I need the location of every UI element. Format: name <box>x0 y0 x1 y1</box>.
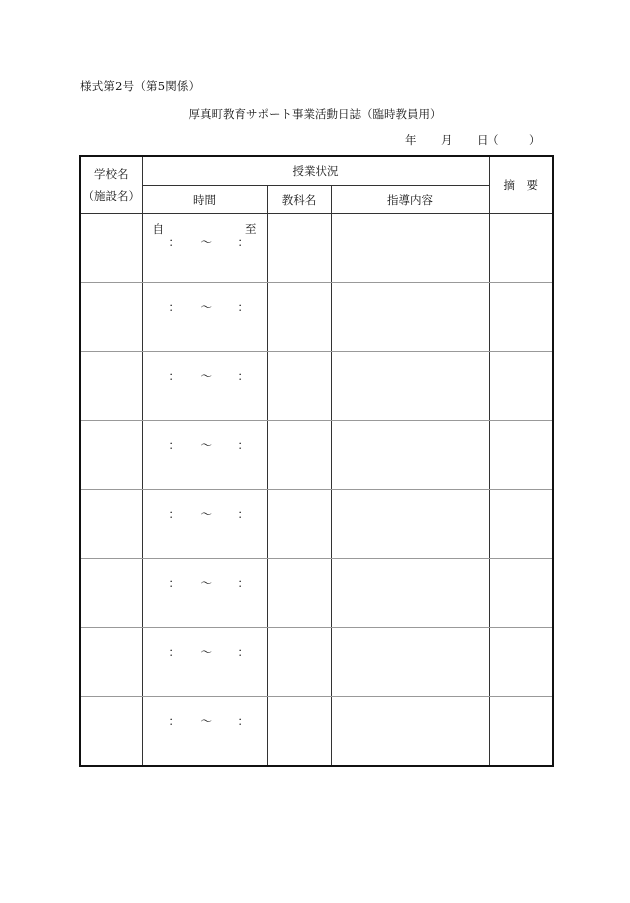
header-guidance-content: 指導内容 <box>331 186 489 214</box>
school-name-cell[interactable] <box>80 559 142 628</box>
time-start-colon: ： <box>168 714 180 728</box>
time-cell[interactable] <box>142 490 267 559</box>
header-subject: 教科名 <box>267 186 331 214</box>
time-range-tilde: ～ <box>200 369 212 383</box>
table-row <box>80 697 553 767</box>
form-title: 厚真町教育サポート事業活動日誌（臨時教員用） <box>188 107 442 121</box>
time-cell[interactable] <box>142 214 267 283</box>
date-year-label: 年 <box>405 133 417 147</box>
guidance-content-cell[interactable] <box>331 559 489 628</box>
time-start-colon: ： <box>168 507 180 521</box>
time-from-label: 自 <box>152 222 164 236</box>
time-end-colon: ： <box>237 507 249 521</box>
guidance-content-cell[interactable] <box>331 697 489 767</box>
remarks-cell[interactable] <box>489 490 553 559</box>
date-weekday-close-paren: ） <box>529 133 541 147</box>
date-day-label: 日 <box>477 133 489 147</box>
remarks-cell[interactable] <box>489 214 553 283</box>
time-cell[interactable] <box>142 697 267 767</box>
table-row <box>80 559 553 628</box>
header-remarks: 摘 要 <box>489 156 553 214</box>
remarks-cell[interactable] <box>489 697 553 767</box>
guidance-content-cell[interactable] <box>331 283 489 352</box>
remarks-cell[interactable] <box>489 283 553 352</box>
time-range-tilde: ～ <box>200 300 212 314</box>
time-end-colon: ： <box>237 645 249 659</box>
time-cell[interactable] <box>142 628 267 697</box>
header-facility-label: （施設名） <box>82 189 140 203</box>
time-start-colon: ： <box>168 369 180 383</box>
table-row <box>80 283 553 352</box>
subject-cell[interactable] <box>267 283 331 352</box>
remarks-cell[interactable] <box>489 628 553 697</box>
subject-cell[interactable] <box>267 697 331 767</box>
remarks-cell[interactable] <box>489 559 553 628</box>
subject-cell[interactable] <box>267 214 331 283</box>
guidance-content-cell[interactable] <box>331 628 489 697</box>
school-name-cell[interactable] <box>80 490 142 559</box>
time-range-tilde: ～ <box>200 576 212 590</box>
guidance-content-cell[interactable] <box>331 352 489 421</box>
time-range-tilde: ～ <box>200 714 212 728</box>
time-start-colon: ： <box>168 645 180 659</box>
time-cell[interactable] <box>142 421 267 490</box>
school-name-cell[interactable] <box>80 421 142 490</box>
time-end-colon: ： <box>237 235 249 249</box>
time-range-tilde: ～ <box>200 507 212 521</box>
header-school-name <box>80 156 142 214</box>
header-school-label: 学校名 <box>94 167 129 181</box>
subject-cell[interactable] <box>267 490 331 559</box>
date-month-label: 月 <box>441 133 453 147</box>
remarks-cell[interactable] <box>489 352 553 421</box>
school-name-cell[interactable] <box>80 283 142 352</box>
time-range-tilde: ～ <box>200 438 212 452</box>
table-row <box>80 628 553 697</box>
table-row <box>80 352 553 421</box>
table-row <box>80 490 553 559</box>
time-start-colon: ： <box>168 576 180 590</box>
subject-cell[interactable] <box>267 628 331 697</box>
school-name-cell[interactable] <box>80 697 142 767</box>
time-end-colon: ： <box>237 576 249 590</box>
time-end-colon: ： <box>237 369 249 383</box>
time-start-colon: ： <box>168 300 180 314</box>
date-weekday-open-paren: （ <box>487 133 499 147</box>
time-end-colon: ： <box>237 438 249 452</box>
time-start-colon: ： <box>168 235 180 249</box>
subject-cell[interactable] <box>267 352 331 421</box>
time-cell[interactable] <box>142 283 267 352</box>
subject-cell[interactable] <box>267 421 331 490</box>
date-line <box>405 132 541 148</box>
time-start-colon: ： <box>168 438 180 452</box>
time-end-colon: ： <box>237 714 249 728</box>
time-range-tilde: ～ <box>200 645 212 659</box>
school-name-cell[interactable] <box>80 214 142 283</box>
subject-cell[interactable] <box>267 559 331 628</box>
school-name-cell[interactable] <box>80 352 142 421</box>
activity-log-table <box>79 155 554 767</box>
guidance-content-cell[interactable] <box>331 214 489 283</box>
time-range-tilde: ～ <box>200 235 212 249</box>
form-number: 様式第2号（第5関係） <box>80 79 201 93</box>
log-body <box>80 214 553 767</box>
remarks-cell[interactable] <box>489 421 553 490</box>
school-name-cell[interactable] <box>80 628 142 697</box>
time-to-label: 至 <box>245 222 257 236</box>
header-lesson-status: 授業状況 <box>142 156 489 186</box>
table-row <box>80 421 553 490</box>
guidance-content-cell[interactable] <box>331 490 489 559</box>
time-end-colon: ： <box>237 300 249 314</box>
time-cell[interactable] <box>142 352 267 421</box>
time-cell[interactable] <box>142 559 267 628</box>
guidance-content-cell[interactable] <box>331 421 489 490</box>
header-time: 時間 <box>142 186 267 214</box>
table-row <box>80 214 553 283</box>
